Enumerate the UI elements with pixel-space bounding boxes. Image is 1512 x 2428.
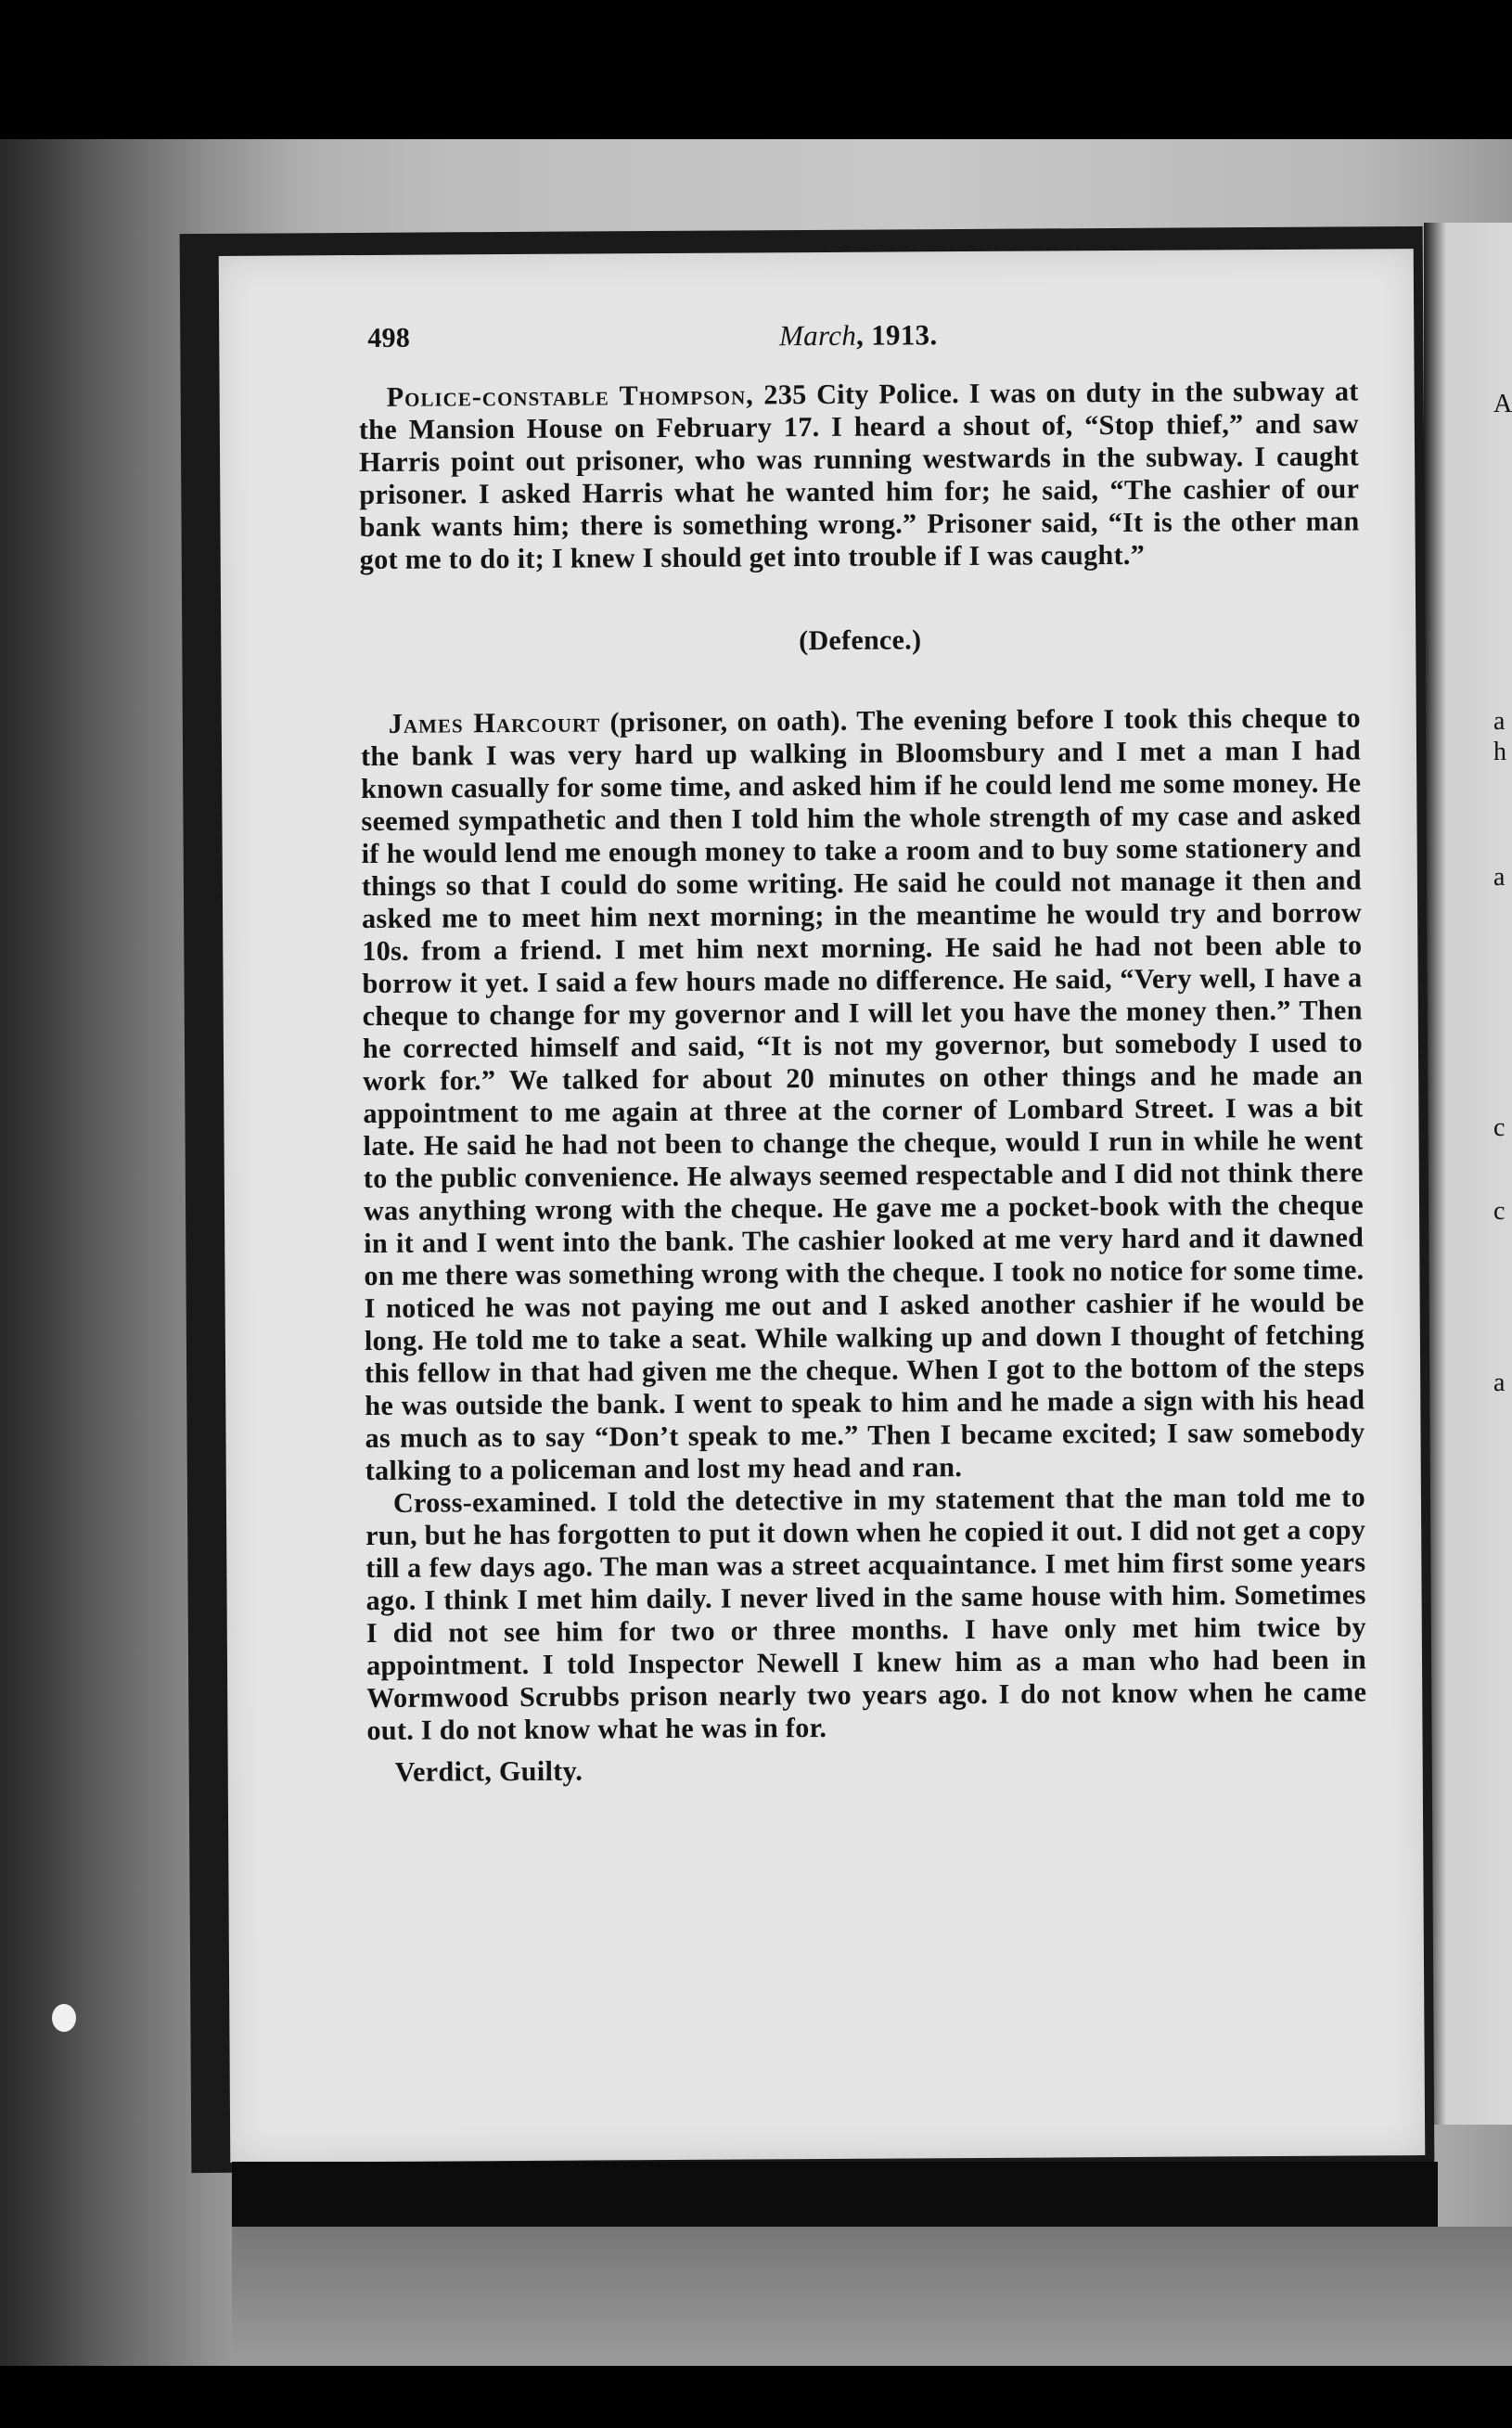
- facing-page-fragment: h: [1493, 738, 1506, 766]
- book-page: [219, 249, 1426, 2163]
- page-content: [358, 315, 1367, 1789]
- facing-page-fragment: c: [1493, 1197, 1506, 1226]
- witness-name: Police-constable Thompson,: [386, 379, 754, 413]
- header-title: [358, 315, 1358, 354]
- testimony-text: (prisoner, on oath). The evening before I took this cheque to the bank I was very hard up walking in Bloomsbury and I met a man I had known casually for some time, and asked him if he could lend me some money. He seemed sympathetic and then I told him the whole strength of my case and asked if he would lend me enough money to take a room and to buy some stationery and things so that I could do some writing. He said he could not manage it then and asked me to meet him next morning; in the meantime he would try and borrow 10s. from a friend. I met him next morning. He said he had not been able to borrow it yet. I said a few hours made no difference. He said, “Very well, I have a cheque to change for my governor and I will let you have the money then.” Then he corrected himself and said, “It is not my governor, but somebody I used to work for.” We talked for about 20 minutes on other things and he made an appointment to me again at three at the corner of Lombard Street. I was a bit late. He said he had not been to change the cheque, would I run in while he went to the public convenience. He always seemed respectable and I did not think there was anything wrong with the cheque. He gave me a pocket-book with the cheque in it and I went into the bank. The cashier looked at me very hard and it dawned on me there was something wrong with the cheque. I took no notice for some time. I noticed he was not paying me out and I asked another cashier if he would be long. He told me to take a seat. While walking up and down I thought of fetching this fellow in that had given me the cheque. When I got to the bottom of the steps he was outside the bank. I went to speak to him and he made a sign with his head as much as to say “Don’t speak to me.” Then I became excited; I saw somebody talking to a policeman and lost my head and ran.: [360, 701, 1365, 1487]
- verdict: Verdict, Guilty.: [394, 1754, 583, 1788]
- running-head: [358, 315, 1358, 368]
- lower-background: [232, 2227, 1512, 2366]
- defence-heading: (Defence.): [799, 624, 922, 657]
- header-month: March: [778, 318, 857, 353]
- facing-page-fragment: a: [1493, 707, 1506, 736]
- testimony-thompson: [359, 375, 1360, 576]
- page-number: 498: [367, 322, 411, 353]
- header-year: , 1913.: [855, 318, 938, 352]
- facing-page-fragment: c: [1493, 1113, 1506, 1142]
- cross-examination: Cross-examined. I told the detective in my statement that the man told me to run, but he has forgotten to put it down when he copied it out. I did not get a copy till a few days ago. The man was a street acquaintance. I met him first some years ago. I think I met him daily. I never lived in the same house with him. Sometimes I did not see him for two or three months. I have only met him twice by appointment. I told Inspector Newell I knew him as a man who had been in Wormwood Scrubbs prison nearly two years ago. I do not know when he came out. I do not know what he was in for.: [365, 1481, 1367, 1747]
- prisoner-name: James Harcourt: [388, 706, 601, 739]
- film-speck: [52, 2004, 76, 2032]
- facing-page-edge: [1424, 223, 1512, 2125]
- facing-page-fragment: A: [1493, 390, 1512, 418]
- testimony-harcourt: [361, 701, 1365, 1487]
- film-border-bottom: [0, 2366, 1512, 2428]
- testimony-text: 235 City Police. I was on duty in the subway at the Mansion House on February 17. I heard a shout of, “Stop thief,” and saw Harris point out prisoner, who was running westwards in the subway. I caught prisoner. I asked Harris what he wanted him for; he said, “The cashier of our bank wants him; there is something wrong.” Prisoner said, “It is the other man got me to do it; I knew I should get into trouble if I was caught.”: [358, 375, 1360, 576]
- page-bottom-shadow: [232, 2162, 1438, 2227]
- facing-page-fragment: a: [1493, 863, 1506, 892]
- facing-page-fragment: a: [1493, 1368, 1506, 1397]
